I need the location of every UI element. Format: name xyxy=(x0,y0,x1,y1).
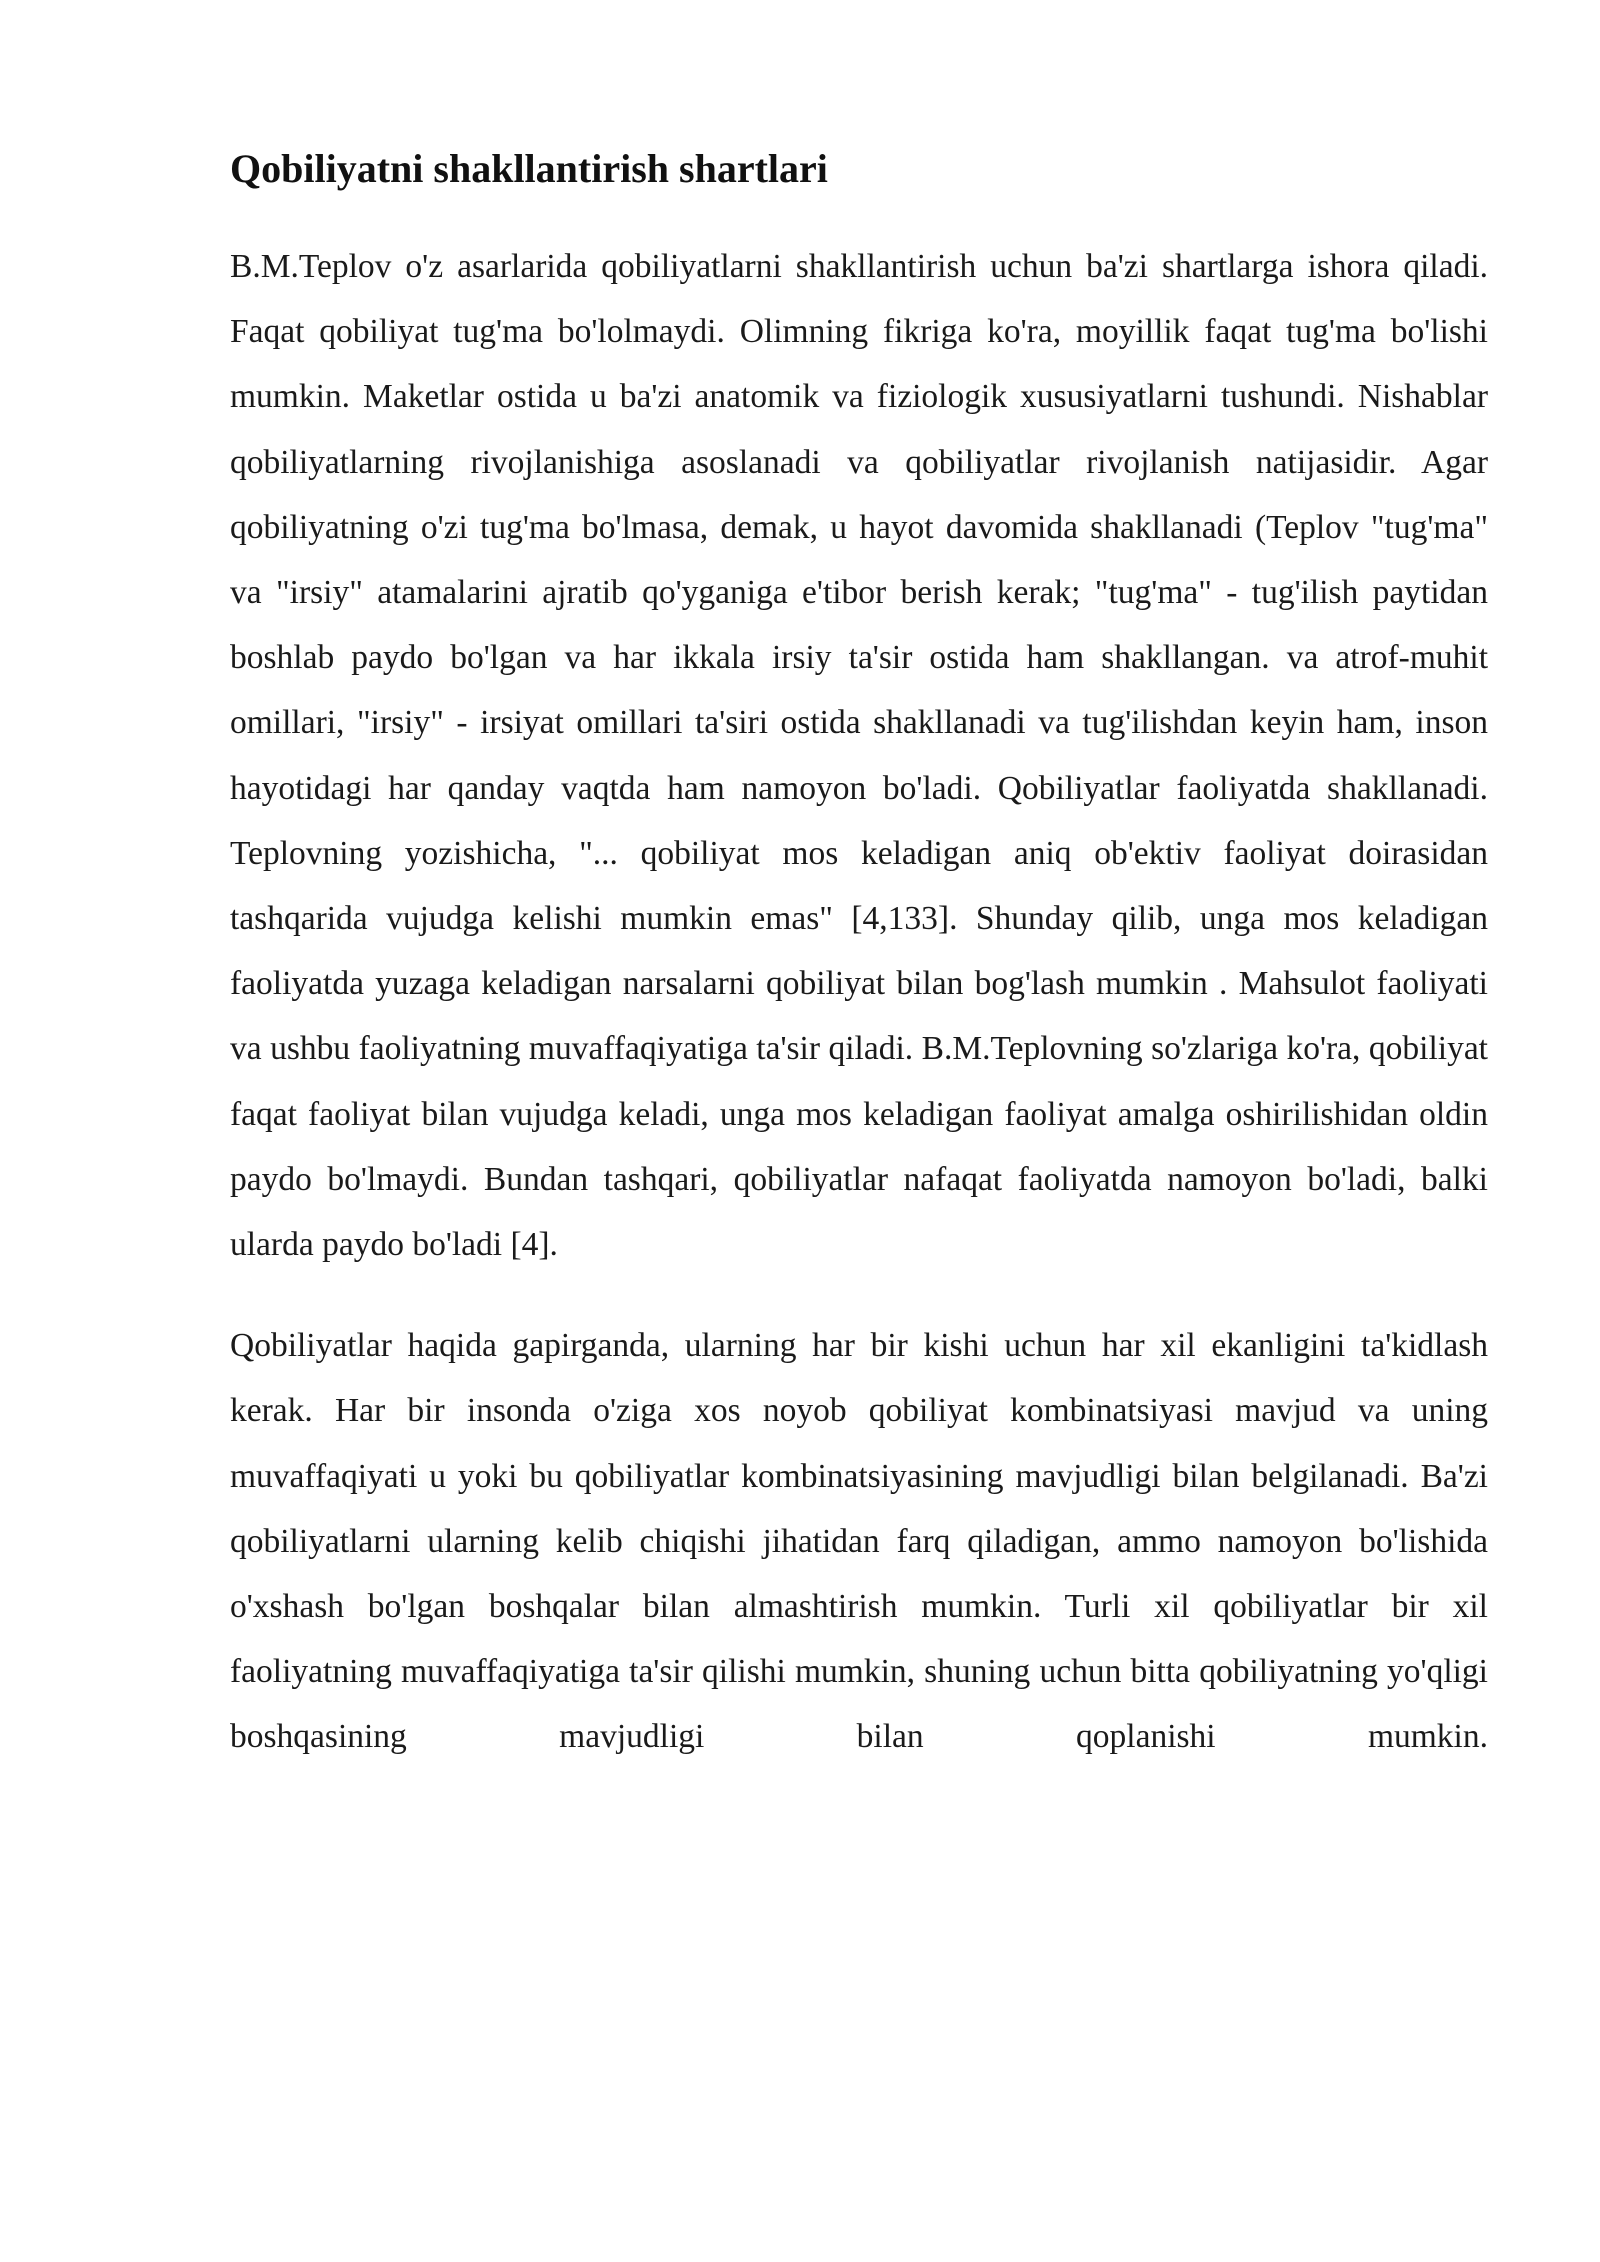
paragraph-abilities-combination: Qobiliyatlar haqida gapirganda, ularning har bir kishi uchun har xil ekanligini ta'kidlash kerak. Har bir insonda o'ziga xos noyob qobiliyat kombinatsiyasi mavjud va uning muvaffaqiyati u yoki bu qobiliyatlar kombinatsiyasining mavjudligi bilan belgilanadi. Ba'zi qobiliyatlarni ularning kelib chiqishi jihatidan farq qiladigan, ammo namoyon bo'lishida o'xshash bo'lgan boshqalar bilan almashtirish mumkin. Turli xil qobiliyatlar bir xil faoliyatning muvaffaqiyatiga ta'sir qilishi mumkin, shuning uchun bitta qobiliyatning yo'qligi boshqasining mavjudligi bilan qoplanishi mumkin. xyxy=(230,1327,1488,1756)
paragraph-teplov-conditions: B.M.Teplov o'z asarlarida qobiliyatlarni shakllantirish uchun ba'zi shartlarga ishora qiladi. Faqat qobiliyat tug'ma bo'lolmaydi. Olimning fikriga ko'ra, moyillik faqat tug'ma bo'lishi mumkin. Maketlar ostida u ba'zi anatomik va fiziologik xususiyatlarni tushundi. Nishablar qobiliyatlarning rivojlanishiga asoslanadi va qobiliyatlar rivojlanish natijasidir. Agar qobiliyatning o'zi tug'ma bo'lmasa, demak, u hayot davomida shakllanadi (Teplov "tug'ma" va "irsiy" atamalarini ajratib qo'yganiga e'tibor berish kerak; "tug'ma" - tug'ilish paytidan boshlab paydo bo'lgan va har ikkala irsiy ta'sir ostida ham shakllangan. va atrof-muhit omillari, "irsiy" - irsiyat omillari ta'siri ostida shakllanadi va tug'ilishdan keyin ham, inson hayotidagi har qanday vaqtda ham namoyon bo'ladi. Qobiliyatlar faoliyatda shakllanadi. Teplovning yozishicha, "... qobiliyat mos keladigan aniq ob'ektiv faoliyat doirasidan tashqarida vujudga kelishi mumkin emas" [4,133]. Shunday qilib, unga mos keladigan faoliyatda yuzaga keladigan narsalarni qobiliyat bilan bog'lash mumkin . Mahsulot faoliyati va ushbu faoliyatning muvaffaqiyatiga ta'sir qiladi. B.M.Teplovning so'zlariga ko'ra, qobiliyat faqat faoliyat bilan vujudga keladi, unga mos keladigan faoliyat amalga oshirilishidan oldin paydo bo'lmaydi. Bundan tashqari, qobiliyatlar nafaqat faoliyatda namoyon bo'ladi, balki ularda paydo bo'ladi [4]. xyxy=(230,248,1488,1264)
document-content xyxy=(230,142,1488,1806)
page-title: Qobiliyatni shakllantirish shartlari xyxy=(230,146,828,191)
